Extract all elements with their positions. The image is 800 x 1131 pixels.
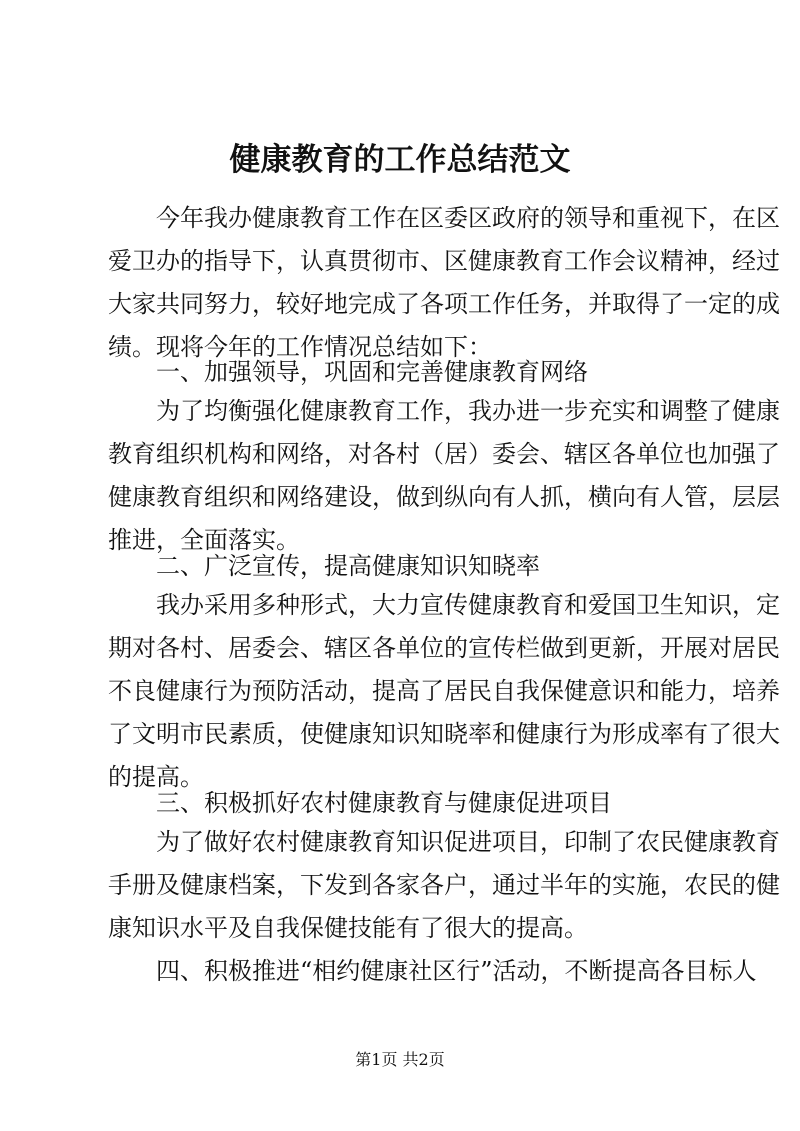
body-line: 为了均衡强化健康教育工作，我办进一步充实和调整了健康: [108, 397, 780, 425]
body-line: 为了做好农村健康教育知识促进项目，印制了农民健康教育: [108, 828, 780, 856]
body-line: 今年我办健康教育工作在区委区政府的领导和重视下，在区: [108, 204, 780, 232]
section-heading: 三、积极抓好农村健康教育与健康促进项目: [108, 789, 612, 817]
section-heading: 四、积极推进“相约健康社区行”活动，不断提高各目标人: [108, 957, 757, 985]
body-line: 绩。现将今年的工作情况总结如下：: [108, 333, 492, 361]
section-heading: 一、加强领导，巩固和完善健康教育网络: [108, 358, 588, 386]
body-line: 的提高。: [108, 763, 204, 791]
body-line: 我办采用多种形式，大力宣传健康教育和爱国卫生知识，定: [108, 591, 780, 619]
body-line: 推进，全面落实。: [108, 526, 300, 554]
section-heading: 二、广泛宣传，提高健康知识知晓率: [108, 552, 540, 580]
body-line: 康知识水平及自我保健技能有了很大的提高。: [108, 914, 588, 942]
body-line: 了文明市民素质，使健康知识知晓率和健康行为形成率有了很大: [108, 720, 780, 748]
body-line: 大家共同努力，较好地完成了各项工作任务，并取得了一定的成: [108, 290, 780, 318]
body-line: 不良健康行为预防活动，提高了居民自我保健意识和能力，培养: [108, 677, 780, 705]
body-line: 教育组织机构和网络，对各村（居）委会、辖区各单位也加强了: [108, 440, 780, 468]
body-line: 健康教育组织和网络建设，做到纵向有人抓，横向有人管，层层: [108, 483, 780, 511]
body-line: 手册及健康档案，下发到各家各户，通过半年的实施，农民的健: [108, 871, 780, 899]
body-line: 爱卫办的指导下，认真贯彻市、区健康教育工作会议精神，经过: [108, 247, 780, 275]
page-footer: 第1页 共2页: [355, 1050, 445, 1069]
document-title: 健康教育的工作总结范文: [229, 142, 571, 178]
body-line: 期对各村、居委会、辖区各单位的宣传栏做到更新，开展对居民: [108, 634, 780, 662]
